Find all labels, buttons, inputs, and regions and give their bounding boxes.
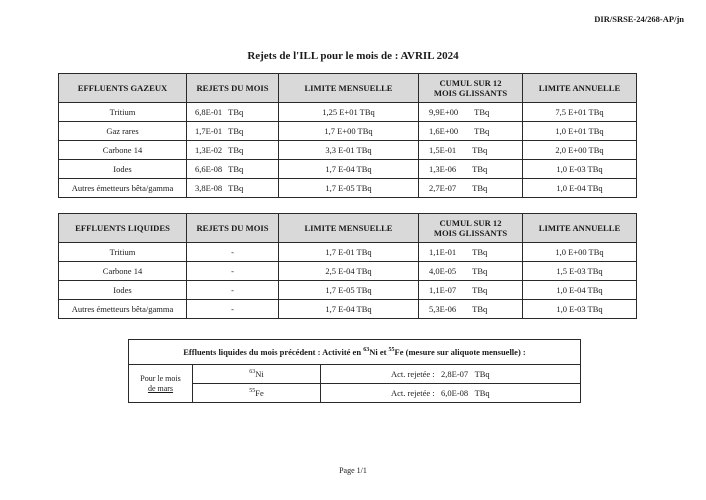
limite-annuelle-cell: 1,0 E+00 TBq (523, 243, 637, 262)
header-limite-annuelle: LIMITE ANNUELLE (523, 74, 637, 103)
side-line2: de mars (147, 383, 174, 393)
previous-row-ni (129, 365, 581, 384)
limite-mensuelle-cell: 1,7 E-05 TBq (279, 179, 419, 198)
activity-label: Act. rejetée : (391, 388, 435, 398)
limite-annuelle-cell: 7,5 E+01 TBq (523, 103, 637, 122)
cumul-unit: TBq (472, 266, 488, 276)
limite-mensuelle-cell: 2,5 E-04 TBq (279, 262, 419, 281)
cumul-cell (419, 300, 523, 319)
previous-month-table (128, 339, 581, 403)
cumul-value: 1,3E-06 (429, 164, 457, 174)
activity-value: 2,8E-07 (441, 369, 469, 379)
limite-annuelle-cell: 1,0 E-03 TBq (523, 300, 637, 319)
header-effluents-liquides: EFFLUENTS LIQUIDES (59, 214, 187, 243)
limite-annuelle-cell: 1,0 E-04 TBq (523, 281, 637, 300)
page-number: Page 1/1 (339, 466, 367, 475)
table-row (59, 122, 637, 141)
cumul-unit: TBq (472, 164, 488, 174)
rejet-value: 6,6E-08 (195, 164, 223, 174)
table-row (59, 300, 637, 319)
limite-annuelle-cell: 1,5 E-03 TBq (523, 262, 637, 281)
table-row (59, 243, 637, 262)
row-label-cell: Iodes (59, 281, 187, 300)
liquid-effluents-table (58, 213, 637, 319)
row-label-cell: Iodes (59, 160, 187, 179)
table-row (59, 179, 637, 198)
rejet-cell (187, 179, 279, 198)
limite-mensuelle-cell: 1,7 E-04 TBq (279, 300, 419, 319)
activity-unit: TBq (474, 369, 490, 379)
cumul-unit: TBq (472, 145, 488, 155)
header-rejets-du-mois: REJETS DU MOIS (187, 74, 279, 103)
rejet-cell (187, 160, 279, 179)
activity-cell (321, 384, 581, 403)
table-row (59, 141, 637, 160)
cumul-cell (419, 103, 523, 122)
heading-iso2-mass: 55 (388, 347, 395, 354)
row-label-cell: Autres émetteurs bêta/gamma (59, 300, 187, 319)
rejet-cell: - (187, 300, 279, 319)
cumul-value: 4,0E-05 (429, 266, 457, 276)
cumul-value: 1,5E-01 (429, 145, 457, 155)
limite-mensuelle-cell: 1,7 E-01 TBq (279, 243, 419, 262)
limite-annuelle-cell: 2,0 E+00 TBq (523, 141, 637, 160)
limite-mensuelle-cell: 1,7 E+00 TBq (279, 122, 419, 141)
document-reference: DIR/SRSE-24/268-AP/jn (594, 14, 684, 24)
previous-month-heading (129, 340, 581, 365)
cumul-value: 1,6E+00 (429, 126, 459, 136)
header-limite-mensuelle: LIMITE MENSUELLE (279, 74, 419, 103)
cumul-unit: TBq (472, 304, 488, 314)
heading-iso1: Ni (369, 347, 378, 357)
activity-cell (321, 365, 581, 384)
limite-annuelle-cell: 1,0 E-04 TBq (523, 179, 637, 198)
limite-mensuelle-cell: 1,7 E-04 TBq (279, 160, 419, 179)
rejet-unit: TBq (228, 164, 244, 174)
cumul-unit: TBq (472, 183, 488, 193)
rejet-cell (187, 122, 279, 141)
previous-row-fe (129, 384, 581, 403)
header-effluents-gazeux: EFFLUENTS GAZEUX (59, 74, 187, 103)
rejet-value: 1,7E-01 (195, 126, 223, 136)
row-label-cell: Gaz rares (59, 122, 187, 141)
cumul-value: 2,7E-07 (429, 183, 457, 193)
cumul-cell (419, 281, 523, 300)
previous-month-side-label (129, 365, 193, 403)
limite-mensuelle-cell: 1,7 E-05 TBq (279, 281, 419, 300)
table-row (59, 281, 637, 300)
table-header-row (59, 74, 637, 103)
limite-annuelle-cell: 1,0 E-03 TBq (523, 160, 637, 179)
rejet-cell: - (187, 243, 279, 262)
rejet-value: 1,3E-02 (195, 145, 223, 155)
table-row (59, 262, 637, 281)
rejet-cell (187, 103, 279, 122)
rejet-cell: - (187, 281, 279, 300)
table-row (59, 103, 637, 122)
activity-unit: TBq (474, 388, 490, 398)
heading-suffix: (mesure sur aliquote mensuelle) : (403, 347, 526, 357)
header-cumul-12-mois: CUMUL SUR 12 MOIS GLISSANTS (419, 214, 523, 243)
cumul-unit: TBq (474, 126, 490, 136)
activity-value: 6,0E-08 (441, 388, 469, 398)
cumul-unit: TBq (474, 107, 490, 117)
cumul-value: 1,1E-07 (429, 285, 457, 295)
isotope-mass: 63 (249, 369, 256, 376)
side-line1: Pour le mois (140, 373, 181, 383)
rejet-value: 6,8E-01 (195, 107, 223, 117)
row-label-cell: Tritium (59, 103, 187, 122)
limite-mensuelle-cell: 1,25 E+01 TBq (279, 103, 419, 122)
row-label-cell: Tritium (59, 243, 187, 262)
table-row (59, 160, 637, 179)
heading-prefix: Effluents liquides du mois précédent : Activité en (183, 347, 364, 357)
cumul-cell (419, 262, 523, 281)
page-title: Rejets de l'ILL pour le mois de : AVRIL 2024 (247, 50, 459, 62)
rejet-unit: TBq (228, 183, 244, 193)
heading-iso2: Fe (394, 347, 404, 357)
limite-mensuelle-cell: 3,3 E-01 TBq (279, 141, 419, 160)
isotope-symbol: Fe (255, 388, 264, 398)
rejet-cell: - (187, 262, 279, 281)
rejet-unit: TBq (228, 107, 244, 117)
row-label-cell: Carbone 14 (59, 262, 187, 281)
isotope-mass: 55 (249, 388, 256, 395)
cumul-value: 1,1E-01 (429, 247, 457, 257)
rejet-value: 3,8E-08 (195, 183, 223, 193)
cumul-cell (419, 160, 523, 179)
heading-mid: et (377, 347, 389, 357)
heading-iso1-mass: 63 (363, 347, 370, 354)
isotope-symbol: Ni (255, 369, 264, 379)
header-rejets-du-mois: REJETS DU MOIS (187, 214, 279, 243)
gas-effluents-table (58, 73, 637, 198)
cumul-unit: TBq (472, 285, 488, 295)
isotope-cell (193, 384, 321, 403)
table-header-row (59, 214, 637, 243)
rejet-unit: TBq (228, 126, 244, 136)
cumul-cell (419, 122, 523, 141)
cumul-value: 5,3E-06 (429, 304, 457, 314)
cumul-value: 9,9E+00 (429, 107, 459, 117)
header-cumul-12-mois: CUMUL SUR 12 MOIS GLISSANTS (419, 74, 523, 103)
isotope-cell (193, 365, 321, 384)
rejet-cell (187, 141, 279, 160)
limite-annuelle-cell: 1,0 E+01 TBq (523, 122, 637, 141)
cumul-cell (419, 141, 523, 160)
cumul-cell (419, 243, 523, 262)
row-label-cell: Autres émetteurs bêta/gamma (59, 179, 187, 198)
activity-label: Act. rejetée : (391, 369, 435, 379)
cumul-unit: TBq (472, 247, 488, 257)
cumul-cell (419, 179, 523, 198)
rejet-unit: TBq (228, 145, 244, 155)
header-limite-annuelle: LIMITE ANNUELLE (523, 214, 637, 243)
header-limite-mensuelle: LIMITE MENSUELLE (279, 214, 419, 243)
row-label-cell: Carbone 14 (59, 141, 187, 160)
